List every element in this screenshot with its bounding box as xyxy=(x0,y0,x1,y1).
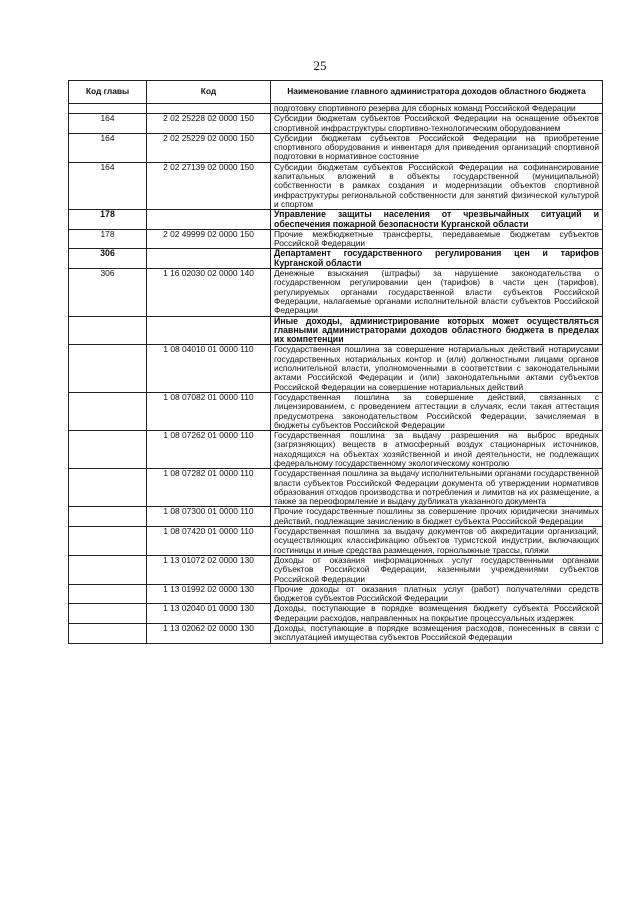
table-row xyxy=(69,249,603,269)
table-row xyxy=(69,316,603,345)
row-administrator-name: Доходы от оказания информационных услуг государственными органами субъектов Российской Федерации, казенными учреждениями субъектов Российской Федерации xyxy=(271,555,603,584)
row-code: 1 08 07282 01 0000 110 xyxy=(147,469,271,507)
row-administrator-name: Субсидии бюджетам субъектов Российской Федерации на приобретение спортивного оборудования и инвентаря для приведения организаций спортивной подготовки в нормативное состояние xyxy=(271,133,603,162)
table-row xyxy=(69,584,603,604)
table-row xyxy=(69,527,603,556)
row-chapter-code xyxy=(69,392,147,430)
row-chapter-code xyxy=(69,527,147,556)
row-chapter-code: 164 xyxy=(69,162,147,209)
row-code: 2 02 49999 02 0000 150 xyxy=(147,229,271,249)
table-row xyxy=(69,229,603,249)
header-chapter-code: Код главы xyxy=(69,81,147,104)
row-code: 1 08 07300 01 0000 110 xyxy=(147,507,271,527)
table-row xyxy=(69,604,603,624)
row-code: 1 13 02062 02 0000 130 xyxy=(147,624,271,644)
row-administrator-name: Государственная пошлина за выдачу документов об аккредитации организаций, осуществляющих классификацию объектов туристской индустрии, включающих гостиницы и иные средства размещения, горнолыжные трассы, пляжи xyxy=(271,527,603,556)
row-chapter-code xyxy=(69,316,147,345)
header-code: Код xyxy=(147,81,271,104)
row-code: 2 02 25228 02 0000 150 xyxy=(147,114,271,134)
row-chapter-code: 306 xyxy=(69,269,147,316)
row-chapter-code xyxy=(69,604,147,624)
table-row xyxy=(69,114,603,134)
row-administrator-name: Субсидии бюджетам субъектов Российской Федерации на оснащение объектов спортивной инфраструктуры спортивно-технологическим оборудованием xyxy=(271,114,603,134)
row-administrator-name: Субсидии бюджетам субъектов Российской Федерации на софинансирование капитальных вложений в объекты государственной (муниципальной) собственности в рамках создания и модернизации объектов спортивной инфраструктуры региональной собственности для занятий физической культурой и спортом xyxy=(271,162,603,209)
row-chapter-code: 178 xyxy=(69,210,147,230)
row-administrator-name: Денежные взыскания (штрафы) за нарушение законодательства о государственном регулировании цен (тарифов) в части цен (тарифов), регулируемых органами государственной власти субъектов Российской Федерации, налагаемые органами исполнительной власти субъектов Российской Федерации xyxy=(271,269,603,316)
row-chapter-code xyxy=(69,345,147,392)
row-code: 1 13 02040 01 0000 130 xyxy=(147,604,271,624)
row-administrator-name: Государственная пошлина за выдачу исполнительными органами государственной власти субъектов Российской Федерации документа об утверждении нормативов образования отходов производства и потребления и лимитов на их размещение, а также за переоформление и выдачу дубликата указанного документа xyxy=(271,469,603,507)
row-chapter-code: 178 xyxy=(69,229,147,249)
row-administrator-name: Государственная пошлина за совершение действий, связанных с лицензированием, с проведением аттестации в случаях, если такая аттестация предусмотрена законодательством Российской Федерации, зачисляемая в бюджеты субъектов Российской Федерации xyxy=(271,392,603,430)
table-row xyxy=(69,469,603,507)
row-administrator-name: Иные доходы, администрирование которых может осуществляться главными администраторами доходов областного бюджета в пределах их компетенции xyxy=(271,316,603,345)
row-administrator-name: Доходы, поступающие в порядке возмещения бюджету субъекта Российской Федерации расходов, направленных на покрытие процессуальных издержек xyxy=(271,604,603,624)
table-row xyxy=(69,162,603,209)
row-code xyxy=(147,210,271,230)
revenue-administrators-table xyxy=(68,80,603,644)
row-administrator-name: Доходы, поступающие в порядке возмещения расходов, понесенных в связи с эксплуатацией имущества субъектов Российской Федерации xyxy=(271,624,603,644)
row-administrator-name: Департамент государственного регулирования цен и тарифов Курганской области xyxy=(271,249,603,269)
header-administrator-name: Наименование главного администратора доходов областного бюджета xyxy=(271,81,603,104)
row-chapter-code xyxy=(69,624,147,644)
row-chapter-code xyxy=(69,469,147,507)
row-chapter-code xyxy=(69,555,147,584)
row-administrator-name: Прочие доходы от оказания платных услуг (работ) получателями средств бюджетов субъектов Российской Федерации xyxy=(271,584,603,604)
row-code: 2 02 25229 02 0000 150 xyxy=(147,133,271,162)
table-row xyxy=(69,431,603,469)
row-chapter-code: 306 xyxy=(69,249,147,269)
row-administrator-name: Управление защиты населения от чрезвычайных ситуаций и обеспечения пожарной безопасности Курганской области xyxy=(271,210,603,230)
row-code: 1 13 01992 02 0000 130 xyxy=(147,584,271,604)
row-code xyxy=(147,104,271,114)
table-row xyxy=(69,133,603,162)
table-header-row xyxy=(69,81,603,104)
row-code: 1 08 07262 01 0000 110 xyxy=(147,431,271,469)
row-code: 2 02 27139 02 0000 150 xyxy=(147,162,271,209)
table-row xyxy=(69,555,603,584)
row-chapter-code: 164 xyxy=(69,114,147,134)
table-row xyxy=(69,392,603,430)
table-row xyxy=(69,269,603,316)
row-administrator-name: Государственная пошлина за совершение нотариальных действий нотариусами государственных нотариальных контор и (или) должностными лицами органов исполнительной власти, уполномоченными в соответствии с законодательными актами Российской Федерации и (или) законодательными актами субъектов Российской Федерации на совершение нотариальных действий xyxy=(271,345,603,392)
row-code: 1 08 07082 01 0000 110 xyxy=(147,392,271,430)
row-code: 1 16 02030 02 0000 140 xyxy=(147,269,271,316)
row-code: 1 08 04010 01 0000 110 xyxy=(147,345,271,392)
row-administrator-name: Прочие государственные пошлины за совершение прочих юридически значимых действий, подлежащие зачислению в бюджет субъекта Российской Федерации xyxy=(271,507,603,527)
row-chapter-code: 164 xyxy=(69,133,147,162)
table-row xyxy=(69,104,603,114)
row-chapter-code xyxy=(69,507,147,527)
row-chapter-code xyxy=(69,431,147,469)
table-row xyxy=(69,507,603,527)
table-row xyxy=(69,345,603,392)
row-administrator-name: подготовку спортивного резерва для сборных команд Российской Федерации xyxy=(271,104,603,114)
row-chapter-code xyxy=(69,584,147,604)
table-row xyxy=(69,624,603,644)
row-code: 1 08 07420 01 0000 110 xyxy=(147,527,271,556)
row-administrator-name: Прочие межбюджетные трансферты, передаваемые бюджетам субъектов Российской Федерации xyxy=(271,229,603,249)
row-code xyxy=(147,249,271,269)
page-number: 25 xyxy=(313,58,327,73)
row-administrator-name: Государственная пошлина за выдачу разрешения на выброс вредных (загрязняющих) веществ в атмосферный воздух стационарных источников, находящихся на объектах хозяйственной и иной деятельности, не подлежащих федеральному государственному экологическому контролю xyxy=(271,431,603,469)
row-chapter-code xyxy=(69,104,147,114)
table-row xyxy=(69,210,603,230)
row-code xyxy=(147,316,271,345)
row-code: 1 13 01072 02 0000 130 xyxy=(147,555,271,584)
